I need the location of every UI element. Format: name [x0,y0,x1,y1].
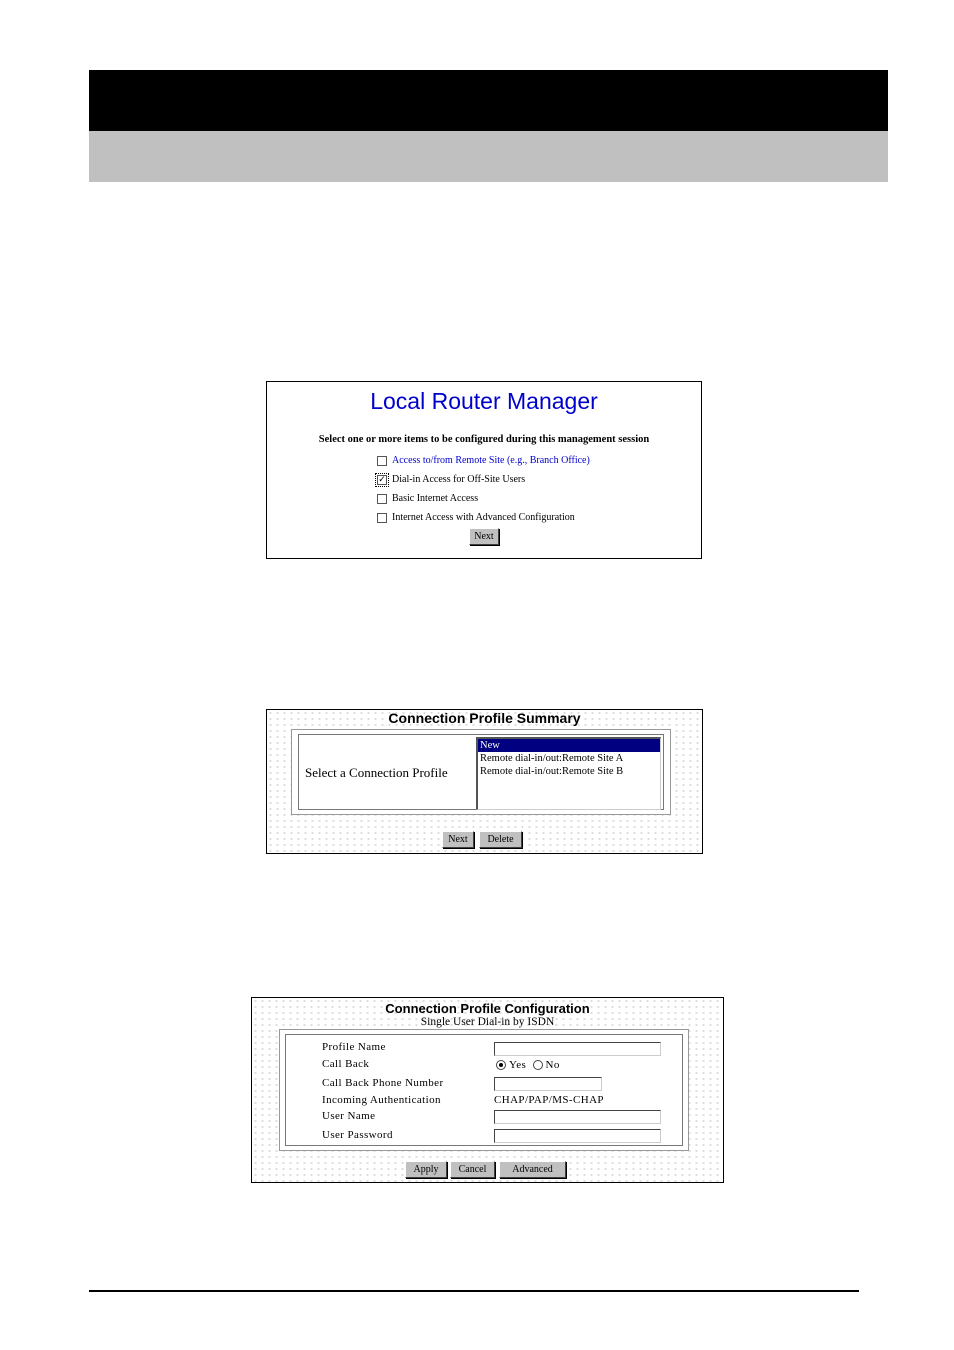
option-label: Dial-in Access for Off-Site Users [392,474,526,485]
option-dial-in[interactable] [377,474,525,485]
next-button[interactable]: Next [442,831,474,848]
profile-name-field[interactable] [494,1042,661,1056]
panel-title: Connection Profile Summary [388,710,581,726]
option-advanced-internet[interactable] [377,512,575,523]
call-back-radio-group [496,1059,560,1071]
user-name-label: User Name [322,1110,376,1122]
option-label: Internet Access with Advanced Configuration [392,512,575,523]
incoming-auth-label: Incoming Authentication [322,1094,441,1106]
apply-button[interactable]: Apply [405,1161,447,1178]
checkbox-icon[interactable] [377,513,387,523]
radio-yes-icon[interactable] [496,1060,506,1070]
profile-inner-frame [298,734,664,810]
radio-no-icon[interactable] [533,1060,543,1070]
panel-title: Local Router Manager [370,388,598,414]
profile-name-label: Profile Name [322,1041,386,1053]
option-label: Access to/from Remote Site (e.g., Branch Office) [392,455,590,466]
connection-profile-configuration-panel [251,997,724,1183]
select-profile-label: Select a Connection Profile [305,765,448,780]
call-back-phone-label: Call Back Phone Number [322,1077,444,1089]
incoming-auth-value: CHAP/PAP/MS-CHAP [494,1094,604,1106]
user-password-label: User Password [322,1129,393,1141]
list-item[interactable]: New [478,739,660,752]
config-inner-frame [285,1034,683,1146]
config-frame [279,1029,689,1151]
call-back-label: Call Back [322,1058,370,1070]
header-gray-band [89,131,888,182]
advanced-button[interactable]: Advanced [499,1161,566,1178]
option-basic-internet[interactable] [377,493,478,504]
call-back-phone-field[interactable] [494,1077,602,1091]
connection-profile-summary-panel [266,709,703,854]
instruction-text: Select one or more items to be configured during this management session [318,434,650,445]
cancel-button[interactable]: Cancel [450,1161,495,1178]
checkbox-icon[interactable] [377,494,387,504]
local-router-manager-panel [266,381,702,559]
user-password-field[interactable] [494,1129,661,1143]
panel-subtitle: Single User Dial-in by ISDN [420,1016,555,1028]
radio-no-label: No [545,1059,560,1071]
list-item[interactable]: Remote dial-in/out:Remote Site A [480,753,624,764]
list-item[interactable]: Remote dial-in/out:Remote Site B [480,766,624,777]
next-button[interactable]: Next [469,528,499,545]
option-remote-site[interactable] [377,455,590,466]
profile-frame [291,729,671,815]
checkbox-icon[interactable] [377,456,387,466]
panel-title: Connection Profile Configuration [385,1001,590,1016]
checkbox-checked-icon[interactable]: ✓ [378,474,386,485]
footer-rule [89,1290,859,1292]
option-label: Basic Internet Access [392,493,479,504]
delete-button[interactable]: Delete [479,831,522,848]
header-black-band [89,70,888,131]
radio-yes-label: Yes [509,1059,527,1071]
profile-listbox[interactable] [476,737,661,810]
user-name-field[interactable] [494,1110,661,1124]
